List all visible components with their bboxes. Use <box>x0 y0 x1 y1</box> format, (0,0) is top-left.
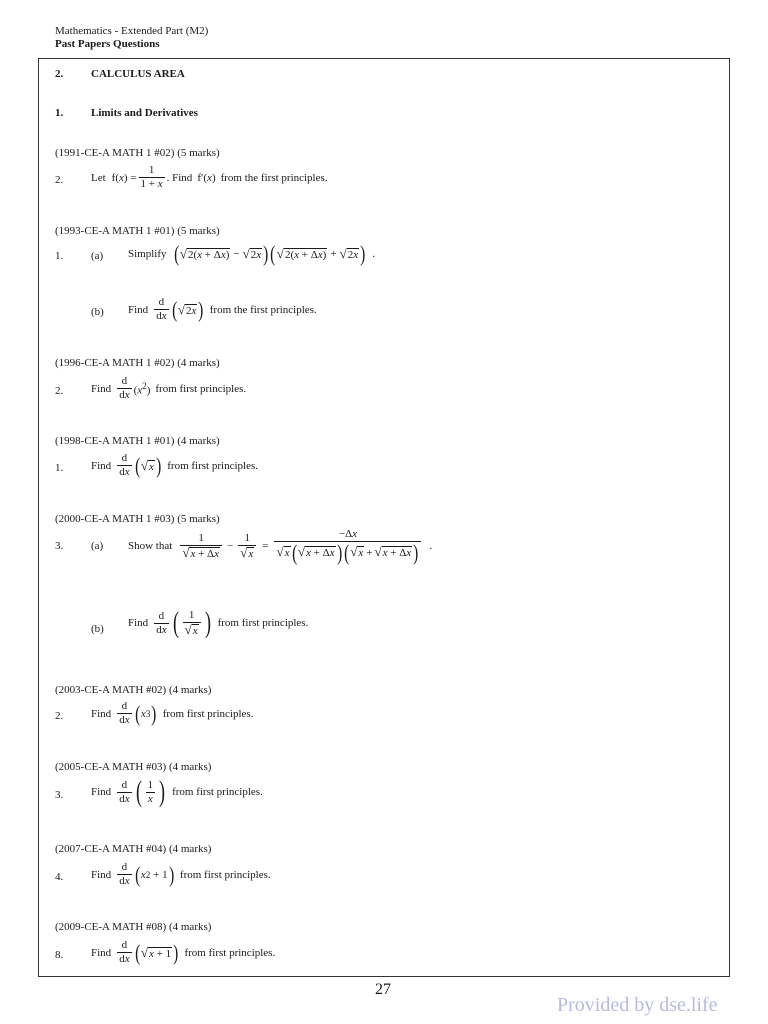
math-derivative: $\frac{d}{dx}$ <box>119 700 130 726</box>
question-body <box>91 939 275 966</box>
math-expression: $(x^2)$ <box>133 380 151 397</box>
question-tail: from the first principles. <box>209 303 317 316</box>
question-source: (1991-CE-A MATH 1 #02) (5 marks) <box>55 147 220 159</box>
part-label: (b) <box>91 306 104 318</box>
question-mid: . Find <box>166 171 193 184</box>
math-fx: f(x) = <box>111 171 137 184</box>
math-fraction: $\frac{-\Delta x}{√x(√x + \Delta x)(√x + √x + \Delta x)}$ <box>274 528 421 564</box>
math-derivative: $\frac{d}{dx}$ <box>156 296 167 322</box>
question-number: 2. <box>55 174 64 186</box>
footer-link[interactable]: Provided by dse.life <box>557 994 718 1016</box>
question-source: (2003-CE-A MATH #02) (4 marks) <box>55 684 212 696</box>
question-number: 1. <box>55 250 64 262</box>
subsection-title: Limits and Derivatives <box>91 107 198 119</box>
question-lead: Find <box>128 617 149 629</box>
math-fprime: f′(x) <box>197 171 216 184</box>
question-lead: Find <box>91 868 112 881</box>
question-lead: Find <box>91 382 112 395</box>
math-derivative: $\frac{d}{dx}$ <box>119 452 130 478</box>
math-expression: ( x 3 ) <box>134 700 157 726</box>
question-source: (1998-CE-A MATH 1 #01) (4 marks) <box>55 435 220 447</box>
math-fraction: $\frac{1}{1 + x}$ <box>140 164 163 190</box>
question-source: (1993-CE-A MATH 1 #01) (5 marks) <box>55 225 220 237</box>
question-number: 2. <box>55 710 64 722</box>
question-body: Show that $\frac{1}{√x + \Delta x}$ − $\frac{1}{√x}$ = $\frac{-\Delta x}{√x(√x + \Delta x)(√x + √x + \Delta x)}$ . <box>128 528 433 565</box>
question-lead: Find <box>91 786 112 798</box>
math-expression: ( √x + 1 ) <box>134 939 179 965</box>
math-derivative: $\frac{d}{dx}$ <box>119 939 130 965</box>
question-number: 1. <box>55 462 64 474</box>
question-body <box>91 777 263 807</box>
subsection-number: 1. <box>55 107 64 119</box>
header-subject: Mathematics - Extended Part (M2) <box>55 25 209 37</box>
question-lead: Simplify <box>128 248 167 260</box>
question-body <box>91 164 328 191</box>
question-source: (2007-CE-A MATH #04) (4 marks) <box>55 843 212 855</box>
question-body <box>128 608 308 638</box>
question-tail: from first principles. <box>172 786 263 798</box>
question-body <box>91 700 253 727</box>
part-label: (a) <box>91 250 104 262</box>
question-number: 3. <box>55 789 64 801</box>
math-fraction: $\frac{1}{√x}$ <box>238 532 256 561</box>
question-tail: from first principles. <box>217 617 309 629</box>
question-source: (1996-CE-A MATH 1 #02) (4 marks) <box>55 357 220 369</box>
math-derivative: $\frac{d}{dx}$ <box>119 861 130 887</box>
question-number: 8. <box>55 949 64 961</box>
part-label: (a) <box>91 540 104 552</box>
question-lead: Find <box>91 459 112 472</box>
question-body <box>128 243 375 265</box>
math-derivative: $\frac{d}{dx}$ <box>156 609 167 636</box>
question-source: (2005-CE-A MATH #03) (4 marks) <box>55 761 212 773</box>
question-source: (2009-CE-A MATH #08) (4 marks) <box>55 921 212 933</box>
header-subtitle: Past Papers Questions <box>55 38 160 50</box>
section-number: 2. <box>55 68 64 80</box>
question-body <box>91 861 271 888</box>
math-derivative: $\frac{d}{dx}$ <box>119 778 130 805</box>
math-fraction: $\frac{1}{√x + \Delta x}$ <box>180 532 222 561</box>
question-number: 3. <box>55 540 64 552</box>
math-derivative: $\frac{d}{dx}$ <box>119 375 130 401</box>
math-expression: ( √x ) <box>134 452 162 478</box>
math-expression: ( $\frac{1}{√x}$ ) <box>172 606 211 639</box>
question-tail: from first principles. <box>167 459 258 472</box>
page-number: 27 <box>375 981 391 998</box>
question-lead: Show that <box>128 540 173 552</box>
math-expression: ( x 2 + 1 ) <box>134 861 174 887</box>
question-tail: from first principles. <box>184 946 276 959</box>
math-expression: ( $\frac{1}{x}$ ) <box>135 775 166 808</box>
question-body <box>91 375 246 402</box>
question-tail: from first principles. <box>155 382 247 395</box>
question-lead: Find <box>128 303 149 316</box>
question-tail: from first principles. <box>179 868 271 881</box>
question-tail: from first principles. <box>162 707 254 720</box>
section-title: CALCULUS AREA <box>91 68 185 80</box>
question-body <box>91 452 258 479</box>
question-number: 2. <box>55 385 64 397</box>
math-expression: ( √2(x + Δx) − √2x ) ( √2(x + Δx) + √2x ) . <box>173 241 376 266</box>
math-expression: ( √2x ) <box>171 296 204 322</box>
question-lead: Find <box>91 707 112 720</box>
question-body <box>128 296 317 323</box>
question-lead: Let <box>91 171 106 184</box>
part-label: (b) <box>91 623 104 635</box>
question-tail: from the first principles. <box>220 171 328 184</box>
question-lead: Find <box>91 946 112 959</box>
question-source: (2000-CE-A MATH 1 #03) (5 marks) <box>55 513 220 525</box>
question-number: 4. <box>55 871 64 883</box>
